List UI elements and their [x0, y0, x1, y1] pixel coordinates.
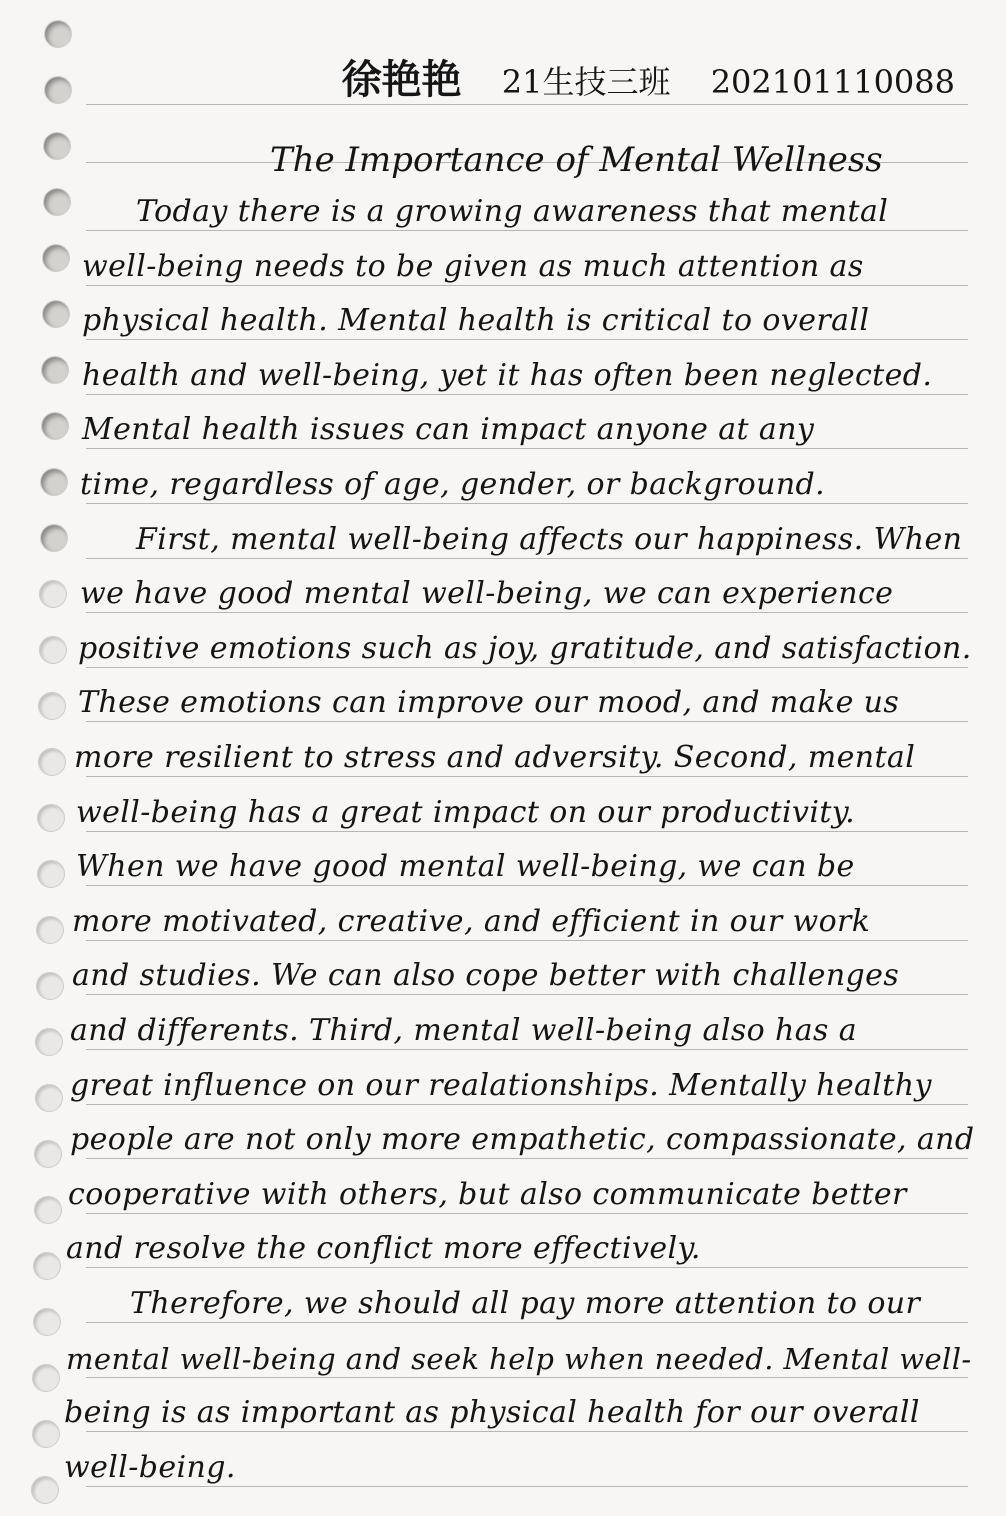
essay-line: and resolve the conflict more effectively.: [66, 1231, 701, 1267]
essay-line: physical health. Mental health is critical to overall: [82, 303, 870, 339]
header: [0, 50, 955, 110]
essay-line: First, mental well-being affects our happiness. When: [136, 521, 963, 557]
essay-title: The Importance of Mental Wellness: [270, 140, 883, 180]
essay-line: health and well-being, yet it has often been neglected.: [82, 357, 933, 393]
essay-line: more motivated, creative, and efficient in our work: [72, 903, 871, 939]
essay-line: Mental health issues can impact anyone at any: [82, 412, 815, 448]
essay-line: Today there is a growing awareness that mental: [136, 194, 889, 229]
essay-line: well-being needs to be given as much attention as: [82, 248, 864, 284]
essay-line: and differents. Third, mental well-being also has a: [70, 1013, 858, 1048]
essay-line: people are not only more empathetic, compassionate, and: [70, 1122, 975, 1158]
essay-line: positive emotions such as joy, gratitude, and satisfaction.: [78, 630, 972, 666]
essay-line: mental well-being and seek help when needed. Mental well-: [66, 1341, 972, 1376]
class-name: 21生技三班: [501, 63, 671, 101]
essay-line: When we have good mental well-being, we can be: [76, 849, 855, 885]
essay-line: Therefore, we should all pay more attention to our: [130, 1286, 921, 1321]
essay-line: time, regardless of age, gender, or background.: [80, 467, 826, 502]
essay-line: These emotions can improve our mood, and make us: [78, 685, 900, 721]
essay-line: we have good mental well-being, we can experience: [80, 576, 894, 612]
author-name: 徐艳艳: [341, 56, 462, 103]
essay-line: well-being has a great impact on our productivity.: [76, 794, 856, 830]
essay-line: great influence on our realationships. Mentally healthy: [70, 1067, 932, 1103]
student-id: 202101110088: [710, 63, 955, 101]
essay-line: and studies. We can also cope better with challenges: [72, 958, 900, 994]
essay-line: more resilient to stress and adversity. Second, mental: [74, 740, 916, 775]
essay-line: well-being.: [64, 1449, 236, 1485]
essay-line: cooperative with others, but also communicate better: [68, 1176, 907, 1212]
essay-line: being is as important as physical health for our overall: [64, 1395, 920, 1431]
